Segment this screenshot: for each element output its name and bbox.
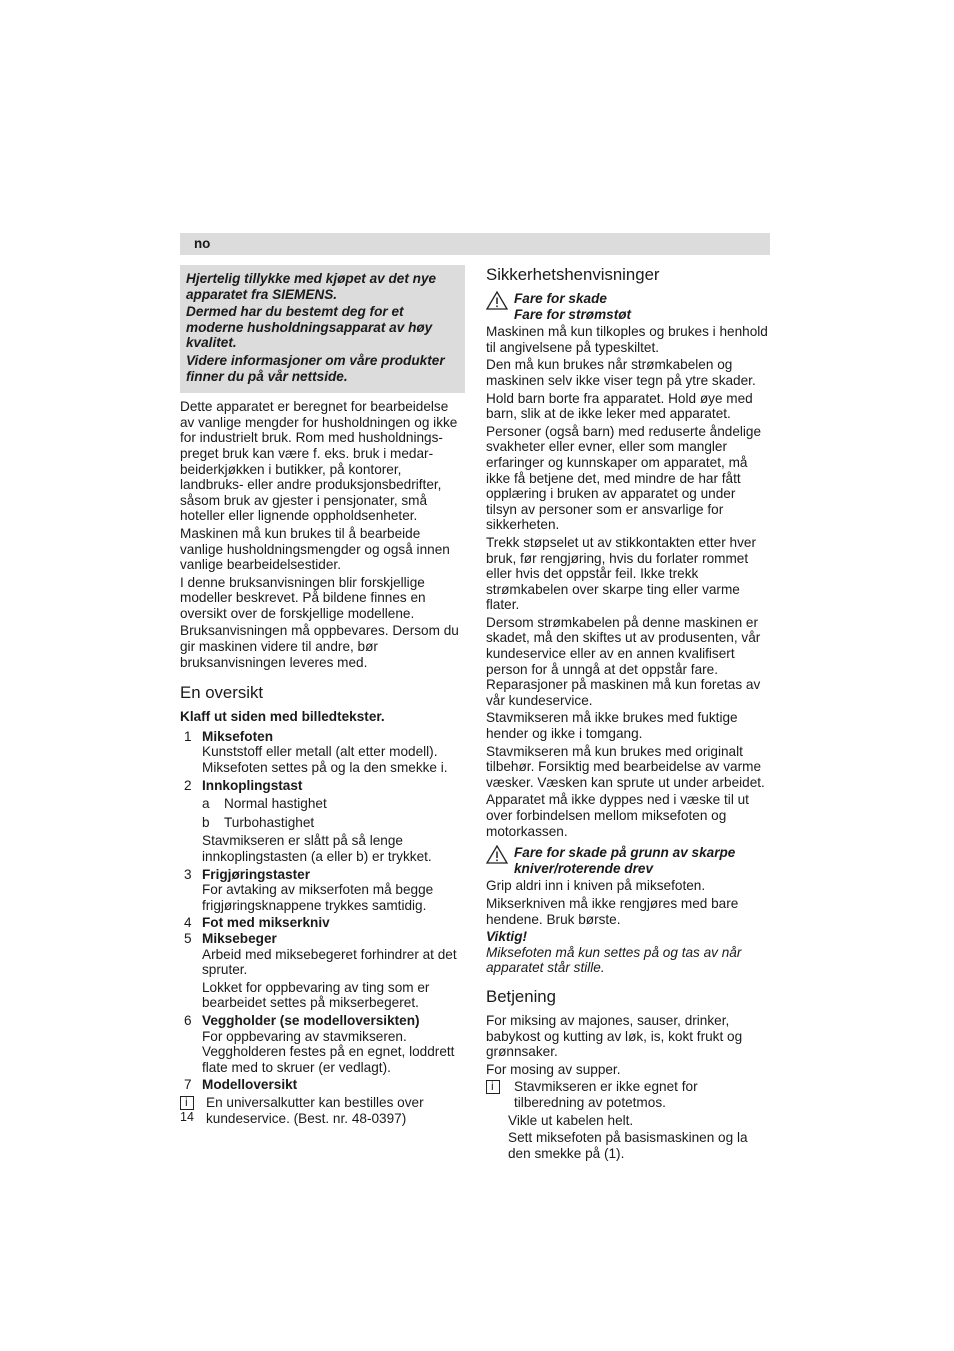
warning-block: [486, 291, 770, 322]
intro-line: Dermed har du bestemt deg for et moderne husholdningsapparat av høy kvalitet.: [186, 304, 433, 351]
safety-paragraph: Trekk støpselet ut av stikkontakten etter hver bruk, før rengjøring, hvis du forlater rommet eller hvis det oppstår feil. Ikke trekk strømkabelen over skarpe ting eller varme flater.: [486, 534, 756, 613]
warning-block: [486, 845, 770, 876]
item-text: For oppbevaring av stavmikseren. Veggholderen festes på en egnet, loddrett flate med to skruer (er vedlagt).: [202, 1028, 455, 1075]
warning-icon: [486, 291, 508, 310]
sub-item-text: Turbohastighet: [224, 814, 315, 830]
sub-item-letter: a: [202, 796, 210, 812]
safety-paragraph: Den må kun brukes når strømkabelen og maskinen selv ikke viser tegn på ytre skader.: [486, 357, 756, 388]
operation-paragraph: For miksing av majones, sauser, drinker, babykost og kutting av løk, is, kokt frukt og grønnsaker.: [486, 1012, 743, 1060]
operation-step: Vikle ut kabelen helt.: [508, 1112, 634, 1128]
info-note: [180, 1095, 465, 1126]
important-text: Miksefoten må kun settes på og tas av når apparatet står stille.: [486, 944, 742, 976]
safety-paragraph: Mikserkniven må ikke rengjøres med bare hendene. Bruk børste.: [486, 895, 739, 927]
body-paragraph: Bruksanvisningen må oppbevares. Dersom du gir maskinen videre til andre, bør bruksanvisningen leveres med.: [180, 623, 459, 670]
sub-item-letter: b: [202, 814, 210, 830]
page-number: 14: [180, 1110, 194, 1124]
operation-heading: Betjening: [486, 986, 556, 1006]
safety-paragraph: Grip aldri inn i kniven på miksefoten.: [486, 878, 706, 894]
warning-title: Fare for skade på grunn av skarpe kniver/roterende drev: [514, 845, 736, 876]
operation-paragraph: For mosing av supper.: [486, 1061, 621, 1077]
info-note: [486, 1079, 770, 1110]
item-text: Arbeid med miksebegeret forhindrer at det spruter.: [202, 946, 457, 978]
overview-subheading: Klaff ut siden med billedtekster.: [180, 709, 385, 725]
intro-line: Videre informasjoner om våre produkter finner du på vår nettside.: [186, 352, 445, 384]
safety-heading: Sikkerhetshenvisninger: [486, 265, 660, 284]
body-paragraph: Maskinen må kun brukes til å bearbeide vanlige husholdningsmengder og også innen vanlige bearbeidelsestider.: [180, 525, 450, 573]
item-number: 3: [184, 866, 192, 882]
sub-item-text: Normal hastighet: [224, 796, 327, 812]
sub-item: [180, 796, 465, 812]
info-note-text: En universalkutter kan bestilles over kundeservice. (Best. nr. 48-0397): [206, 1094, 424, 1126]
item-number: 1: [184, 728, 192, 744]
list-item: [180, 729, 465, 745]
item-title: Veggholder (se modelloversikten): [202, 1012, 420, 1028]
warning-icon: [486, 845, 508, 864]
operation-step: Sett miksefoten på basismaskinen og la den smekke på (1).: [508, 1130, 748, 1161]
list-item: [180, 867, 465, 883]
safety-paragraph: Stavmikseren må kun brukes med originalt tilbehør. Forsiktig med bearbeidelse av varme væsker. Væsken kan sprute ut under arbeidet.: [486, 743, 765, 790]
safety-paragraph: Maskinen må kun tilkoples og brukes i henhold til angivelsene på typeskiltet.: [486, 324, 768, 355]
sub-item: [180, 815, 465, 831]
language-code: no: [194, 236, 211, 251]
item-number: 5: [184, 930, 192, 946]
overview-heading: En oversikt: [180, 683, 264, 703]
warning-title: Fare for strømstøt: [514, 306, 632, 322]
right-column: [486, 265, 770, 1163]
list-item: [180, 915, 465, 931]
left-column: [180, 265, 465, 1126]
item-number: 7: [184, 1077, 192, 1093]
safety-paragraph: Personer (også barn) med reduserte åndelige svakheter eller evner, eller som mangler erfaringer og kunnskaper om apparatet, må ikke få betjene det, med mindre de har fått opplæring i bruken av apparatet og under tilsyn av personer som er ansvarlige for sikkerheten.: [486, 423, 762, 533]
info-icon: [180, 1096, 194, 1110]
item-title: Frigjøringstaster: [202, 866, 311, 882]
important-label: Viktig!: [486, 929, 528, 945]
item-title: Miksefoten: [202, 728, 274, 744]
item-number: 6: [184, 1012, 192, 1028]
safety-paragraph: Dersom strømkabelen på denne maskinen er skadet, må den skiftes ut av produsenten, vår kundeservice eller av en annen kvalifisert person for å unngå at det oppstår fare. Reparasjoner på maskinen må kun foretas av vår kundeservice.: [486, 614, 761, 708]
safety-paragraph: Apparatet må ikke dyppes ned i væske til ut over forbindelsen mellom miksefoten og motorkassen.: [486, 792, 749, 839]
item-number: 4: [184, 915, 192, 931]
body-paragraph: I denne bruksanvisningen blir forskjellige modeller beskrevet. På bildene finnes en oversikt over de forskjellige modellene.: [180, 574, 426, 621]
item-title: Innkoplingstast: [202, 777, 303, 793]
item-number: 2: [184, 777, 192, 793]
item-text: For avtaking av mikserfoten må begge frigjøringsknappene trykkes samtidig.: [202, 882, 434, 913]
item-text: Stavmikseren er slått på så lenge innkoplingstasten (a eller b) er trykket.: [202, 833, 432, 864]
language-bar: [180, 233, 770, 255]
warning-title: Fare for skade: [514, 291, 607, 306]
safety-paragraph: Hold barn borte fra apparatet. Hold øye med barn, slik at de ikke leker med apparatet.: [486, 390, 753, 422]
item-text: Lokket for oppbevaring av ting som er bearbeidet settes på mikserbegeret.: [202, 979, 430, 1011]
item-text: Kunststoff eller metall (alt etter modell). Miksefoten settes på og la den smekke i.: [202, 744, 448, 776]
safety-paragraph: Stavmikseren må ikke brukes med fuktige hender og ikke i tomgang.: [486, 710, 738, 742]
list-item: [180, 1013, 465, 1029]
body-paragraph: Dette apparatet er beregnet for bearbeidelse av vanlige mengder for husholdningen og ikke for industrielt bruk. Rom med husholdnings-preget bruk kan være f. eks. bruk i medar-beiderkjøkken i butikker, på kontorer, landbruks- eller andre produksjonsbedrifter, såsom bruk av gjester i pensjonater, små hoteller eller lignende oppholdsenheter.: [180, 399, 458, 524]
list-item: [180, 1077, 465, 1093]
info-note-text: Stavmikseren er ikke egnet for tilberedning av potetmos.: [514, 1079, 698, 1110]
intro-line: Hjertelig tillykke med kjøpet av det nye apparatet fra SIEMENS.: [186, 271, 437, 302]
item-title: Modelloversikt: [202, 1077, 298, 1093]
intro-box: [180, 265, 465, 393]
item-title: Miksebeger: [202, 930, 277, 946]
info-icon: [486, 1080, 500, 1094]
list-item: [180, 931, 465, 947]
list-item: [180, 778, 465, 794]
item-title: Fot med mikserkniv: [202, 915, 330, 931]
